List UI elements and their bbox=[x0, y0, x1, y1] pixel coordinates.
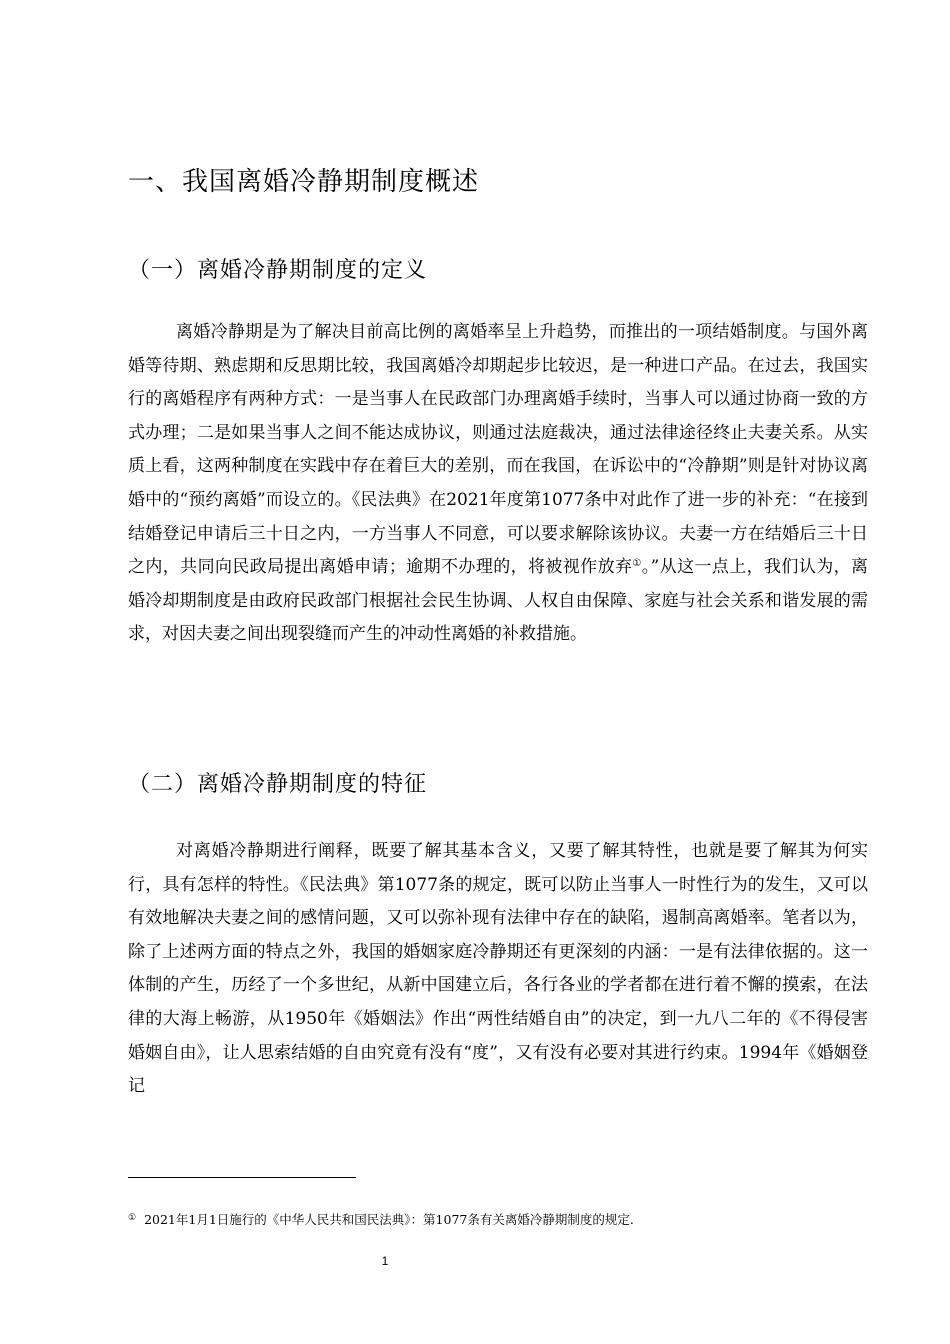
footnote-reference[interactable]: ① bbox=[632, 558, 642, 570]
footnote bbox=[128, 1208, 868, 1230]
footnote-separator bbox=[128, 1177, 356, 1178]
section-heading-definition: （一）离婚冷静期制度的定义 bbox=[128, 258, 428, 283]
features-paragraph: 对离婚冷静期进行阐释，既要了解其基本含义，又要了解其特性，也就是要了解其为何实行，具有怎样的特性。《民法典》第1077条的规定，既可以防止当事人一时性行为的发生，又可以有效地解决夫妻之间的感情问题，又可以弥补现有法律中存在的缺陷，遏制高离婚率。笔者以为，除了上述两方面的特点之外，我国的婚姻家庭冷静期还有更深刻的内涵：一是有法律依据的。这一体制的产生，历经了一个多世纪，从新中国建立后，各行各业的学者都在进行着不懈的摸索，在法律的大海上畅游，从1950年《婚姻法》作出“两性结婚自由”的决定，到一九八二年的《不得侵害婚姻自由》，让人思索结婚的自由究竟有没有“度”，又有没有必要对其进行约束。1994年《婚姻登记 bbox=[128, 841, 868, 1097]
definition-text-part-1: 离婚冷静期是为了解决目前高比例的离婚率呈上升趋势，而推出的一项结婚制度。与国外离婚等待期、熟虑期和反思期比较，我国离婚冷却期起步比较迟，是一种进口产品。在过去，我国实行的离婚程序有两种方式：一是当事人在民政部门办理离婚手续时，当事人可以通过协商一致的方式办理；二是如果当事人之间不能达成协议，则通过法庭裁决，通过法律途径终止夫妻关系。从实质上看，这两种制度在实践中存在着巨大的差别，而在我国，在诉讼中的“冷静期”则是针对协议离婚中的“预约离婚”而设立的。《民法典》在2021年度第1077条中对此作了进一步的补充：“在接到结婚登记申请后三十日之内，一方当事人不同意，可以要求解除该协议。夫妻一方在结婚后三十日之内，共同向民政局提出离婚申请；逾期不办理的，将被视作放弃 bbox=[128, 322, 868, 578]
footnote-marker: ① bbox=[128, 1213, 137, 1223]
section-heading-features: （二）离婚冷静期制度的特征 bbox=[128, 772, 428, 797]
page-number: 1 bbox=[381, 1254, 389, 1268]
definition-text-part-2: 。”从这一点上，我们认为，离婚冷却期制度是由政府民政部门根据社会民生协调、人权自由保障、家庭与社会关系和谐发展的需求，对因夫妻之间出现裂缝而产生的冲动性离婚的补救措施。 bbox=[128, 557, 868, 645]
chapter-heading: 一、我国离婚冷静期制度概述 bbox=[128, 167, 480, 197]
footnote-text: 2021年1月1日施行的《中华人民共和国民法典》：第1077条有关离婚冷静期制度的规定. bbox=[144, 1212, 634, 1227]
definition-paragraph bbox=[128, 316, 868, 652]
